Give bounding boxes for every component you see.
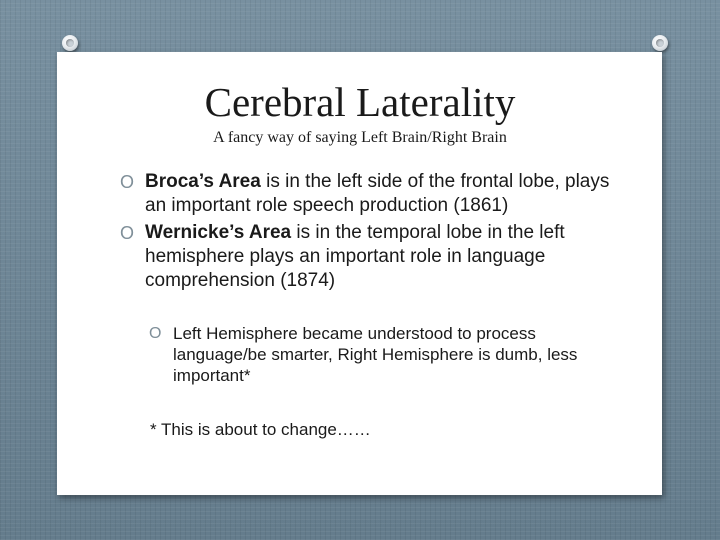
bullet-wernicke: [120, 221, 610, 293]
bullet-term: Broca’s Area: [145, 171, 261, 192]
bullet-list: [120, 170, 610, 296]
slide-subtitle: A fancy way of saying Left Brain/Right Brain: [213, 129, 507, 146]
bullet-broca: [120, 170, 610, 218]
bullet-term: Wernicke’s Area: [145, 222, 292, 243]
pushpin-icon: [652, 35, 668, 51]
pushpin-icon: [62, 35, 78, 51]
bullet-text: is in the left side of the frontal lobe, plays an important role speech production (1861): [145, 171, 610, 216]
bullet-marker-icon: O: [120, 223, 135, 243]
bullet-marker-icon: O: [149, 325, 162, 342]
bullet-text: is in the temporal lobe in the left hemisphere plays an important role in language comprehension (1874): [145, 222, 565, 291]
sub-bullet: [149, 323, 593, 386]
footnote: * This is about to change……: [150, 420, 371, 439]
slide-title: Cerebral Laterality: [204, 79, 516, 125]
sub-bullet-text: Left Hemisphere became understood to process language/be smarter, Right Hemisphere is dumb, less important*: [173, 324, 578, 385]
bullet-marker-icon: O: [120, 172, 135, 192]
